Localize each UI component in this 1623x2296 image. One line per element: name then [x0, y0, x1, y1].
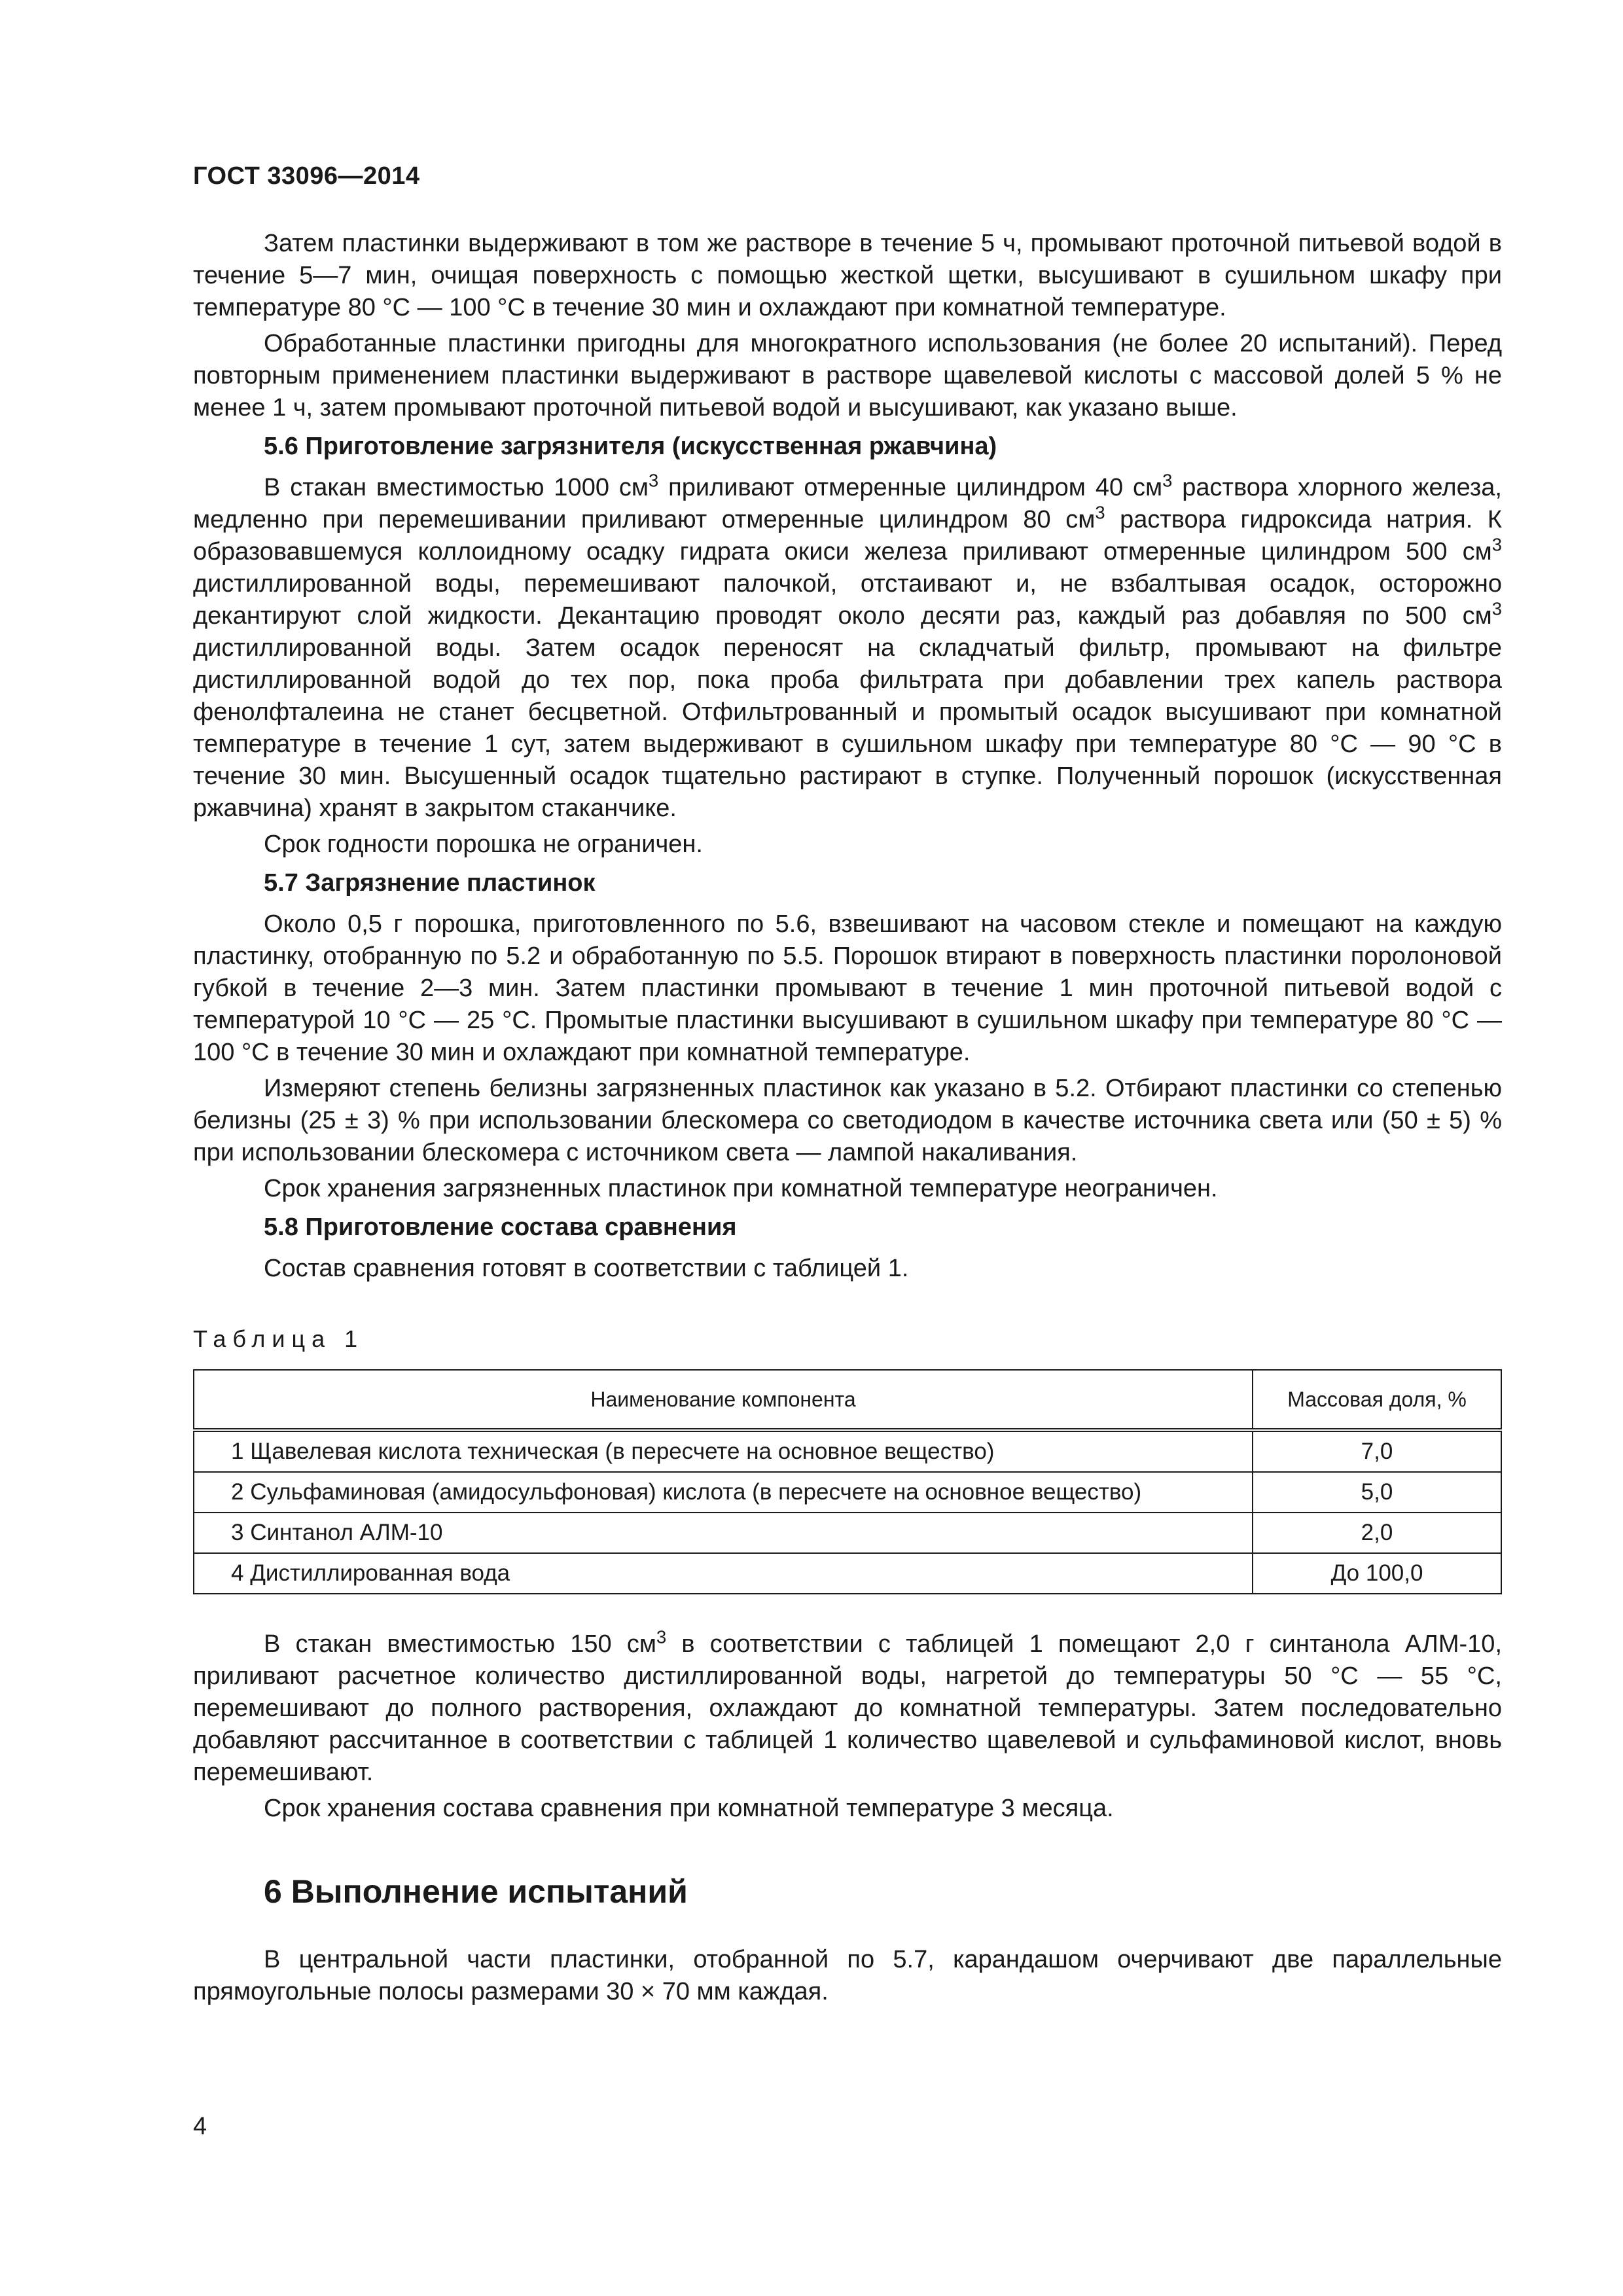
table-cell-value: 5,0 [1253, 1472, 1501, 1513]
table-caption: Таблица 1 [193, 1325, 365, 1352]
document-code: ГОСТ 33096—2014 [193, 162, 420, 190]
table-row [194, 1430, 1501, 1472]
paragraph [193, 472, 1502, 825]
section-heading-5-6: 5.6 Приготовление загрязнителя (искусственная ржавчина) [264, 433, 997, 460]
section-heading-5-7: 5.7 Загрязнение пластинок [264, 869, 596, 897]
header-component-name: Наименование компонента [194, 1370, 1253, 1430]
document-body [193, 228, 1502, 2012]
table-cell-name: 4 Дистиллированная вода [194, 1553, 1253, 1594]
text-run: раствора гидроксида натрия. К образовавшемуся коллоидному осадку гидрата окиси железа приливают отмеренные цилиндром 500 см [193, 506, 1502, 565]
paragraph: Срок годности порошка не ограничен. [264, 831, 703, 858]
section-heading-5-8: 5.8 Приготовление состава сравнения [264, 1213, 737, 1241]
components-table [193, 1369, 1502, 1594]
superscript: 3 [1162, 470, 1173, 491]
table-header-row [194, 1370, 1501, 1430]
table-cell-value: 2,0 [1253, 1513, 1501, 1553]
table-row [194, 1513, 1501, 1553]
superscript: 3 [1491, 534, 1502, 555]
paragraph: Затем пластинки выдерживают в том же растворе в течение 5 ч, промывают проточной питьевой водой в течение 5—7 мин, очищая поверхность с помощью жесткой щетки, высушивают в сушильном шкафу при температуре 80 °С — 100 °С в течение 30 мин и охлаждают при комнатной температуре. [193, 230, 1502, 321]
table-cell-name: 1 Щавелевая кислота техническая (в пересчете на основное вещество) [194, 1430, 1253, 1472]
paragraph: Срок хранения состава сравнения при комнатной температуре 3 месяца. [264, 1795, 1114, 1822]
paragraph: Измеряют степень белизны загрязненных пластинок как указано в 5.2. Отбирают пластинки со степенью белизны (25 ± 3) % при использовании блескомера со светодиодом в качестве источника света или (50 ± 5) % при использовании блескомера с источником света — лампой накаливания. [193, 1075, 1502, 1166]
table-cell-value: 7,0 [1253, 1430, 1501, 1472]
paragraph: Обработанные пластинки пригодны для многократного использования (не более 20 испытаний). Перед повторным применением пластинки выдерживают в растворе щавелевой кислоты с массовой долей 5 % не менее 1 ч, затем промывают проточной питьевой водой и высушивают, как указано выше. [193, 330, 1502, 422]
table-row [194, 1553, 1501, 1594]
section-heading-6: 6 Выполнение испытаний [264, 1873, 688, 1910]
superscript: 3 [656, 1626, 667, 1647]
table-row [194, 1472, 1501, 1513]
table-cell-name: 2 Сульфаминовая (амидосульфоновая) кислота (в пересчете на основное вещество) [194, 1472, 1253, 1513]
paragraph: Срок хранения загрязненных пластинок при комнатной температуре неограничен. [264, 1175, 1218, 1202]
header-mass-fraction: Массовая доля, % [1253, 1370, 1501, 1430]
table-cell-name: 3 Синтанол АЛМ-10 [194, 1513, 1253, 1553]
paragraph: В центральной части пластинки, отобранной по 5.7, карандашом очерчивают две параллельные прямоугольные полосы размерами 30 × 70 мм каждая. [193, 1946, 1502, 2005]
paragraph: Состав сравнения готовят в соответствии с таблицей 1. [264, 1255, 909, 1282]
paragraph [193, 1628, 1502, 1789]
text-run: раствора хлорного железа, медленно при перемешивании приливают отмеренные цилиндром 80 см [193, 474, 1502, 533]
table-cell-value: До 100,0 [1253, 1553, 1501, 1594]
superscript: 3 [1095, 502, 1105, 523]
superscript: 3 [1491, 598, 1502, 619]
text-run: В стакан вместимостью 1000 см [264, 474, 649, 501]
text-run: дистиллированной воды. Затем осадок переносят на складчатый фильтр, промывают на фильтре дистиллированной водой до тех пор, пока проба фильтрата при добавлении трех капель раствора фенолфталеина не станет бесцветной. Отфильтрованный и промытый осадок высушивают при комнатной температуре в течение 1 сут, затем выдерживают в сушильном шкафу при температуре 80 °С — 90 °С в течение 30 мин. Высушенный осадок тщательно растирают в ступке. Полученный порошок (искусственная ржавчина) хранят в закрытом стаканчике. [193, 634, 1502, 822]
superscript: 3 [649, 470, 659, 491]
page-number: 4 [193, 2113, 207, 2140]
text-run: В стакан вместимостью 150 см [264, 1630, 656, 1658]
text-run: в соответствии с таблицей 1 помещают 2,0 г синтанола АЛМ-10, приливают расчетное количество дистиллированной воды, нагретой до температуры 50 °С — 55 °С, перемешивают до полного растворения, охлаждают до комнатной температуры. Затем последовательно добавляют рассчитанное в соответствии с таблицей 1 количество щавелевой и сульфаминовой кислот, вновь перемешивают. [193, 1630, 1503, 1786]
text-run: приливают отмеренные цилиндром 40 см [658, 474, 1163, 501]
text-run: дистиллированной воды, перемешивают палочкой, отстаивают и, не взбалтывая осадок, осторожно декантируют слой жидкости. Декантацию проводят около десяти раз, каждый раз добавляя по 500 см [193, 570, 1502, 630]
paragraph: Около 0,5 г порошка, приготовленного по 5.6, взвешивают на часовом стекле и помещают на каждую пластинку, отобранную по 5.2 и обработанную по 5.5. Порошок втирают в поверхность пластинки поролоновой губкой в течение 2—3 мин. Затем пластинки промывают в течение 1 мин проточной питьевой водой с температурой 10 °С — 25 °С. Промытые пластинки высушивают в сушильном шкафу при температуре 80 °С — 100 °С в течение 30 мин и охлаждают при комнатной температуре. [193, 910, 1502, 1066]
